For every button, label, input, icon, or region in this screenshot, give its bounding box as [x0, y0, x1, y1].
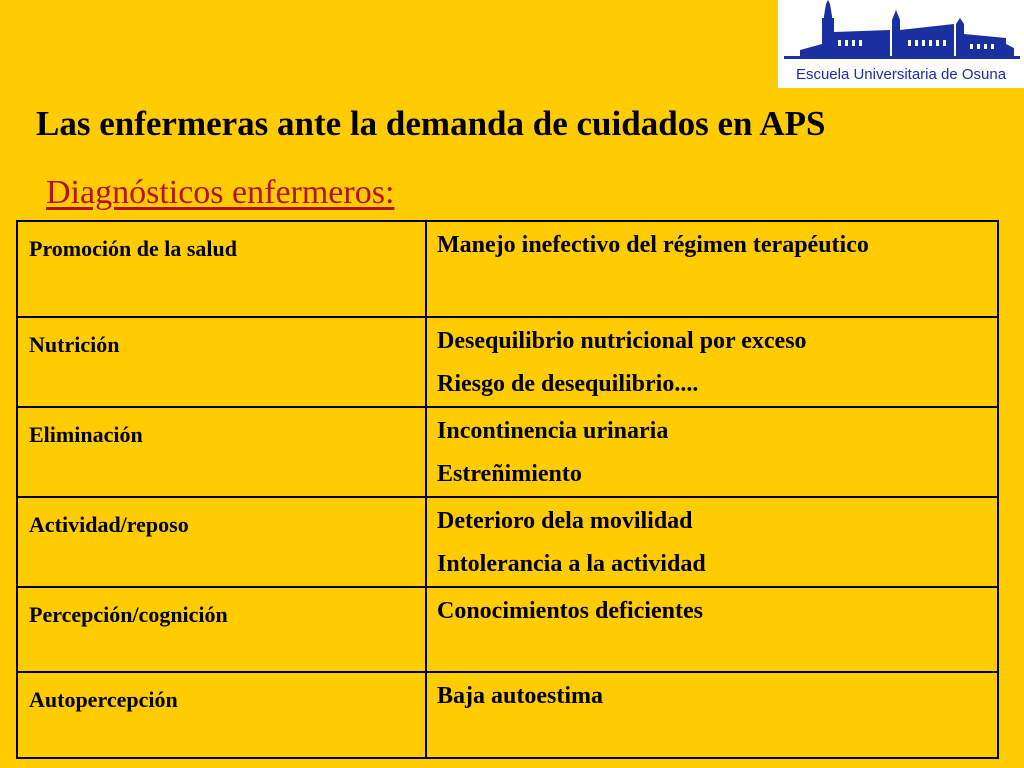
diagnosis-cell	[426, 672, 998, 758]
category-cell: Eliminación	[17, 407, 426, 497]
diagnosis-item: Intolerancia a la actividad	[437, 551, 706, 577]
table-row	[17, 497, 998, 587]
category-cell: Autopercepción	[17, 672, 426, 758]
diagnosis-item: Estreñimiento	[437, 461, 582, 487]
category-cell: Actividad/reposo	[17, 497, 426, 587]
diagnosis-cell	[426, 497, 998, 587]
table-row	[17, 587, 998, 672]
category-cell: Promoción de la salud	[17, 221, 426, 317]
category-cell: Nutrición	[17, 317, 426, 407]
table-row	[17, 672, 998, 758]
table-row	[17, 317, 998, 407]
diagnosis-item: Desequilibrio nutricional por exceso	[437, 328, 807, 354]
logo-text: Escuela Universitaria de Osuna	[795, 66, 1007, 83]
castle-skyline-icon	[778, 0, 1024, 66]
diagnosis-item: Baja autoestima	[437, 683, 603, 709]
diagnosis-table	[16, 220, 999, 759]
page-title: Las enfermeras ante la demanda de cuidados en APS	[36, 104, 826, 143]
table-row	[17, 221, 998, 317]
diagnosis-cell	[426, 221, 998, 317]
diagnosis-cell	[426, 317, 998, 407]
diagnosis-cell	[426, 407, 998, 497]
school-logo	[778, 0, 1024, 88]
table-row	[17, 407, 998, 497]
diagnosis-item: Conocimientos deficientes	[437, 598, 703, 624]
diagnosis-item: Riesgo de desequilibrio....	[437, 371, 699, 397]
category-cell: Percepción/cognición	[17, 587, 426, 672]
diagnosis-item: Incontinencia urinaria	[437, 418, 669, 444]
diagnosis-cell	[426, 587, 998, 672]
diagnosis-item: Deterioro dela movilidad	[437, 508, 693, 534]
diagnosis-item: Manejo inefectivo del régimen terapéutico	[437, 232, 869, 258]
page-subtitle: Diagnósticos enfermeros:	[46, 174, 395, 211]
